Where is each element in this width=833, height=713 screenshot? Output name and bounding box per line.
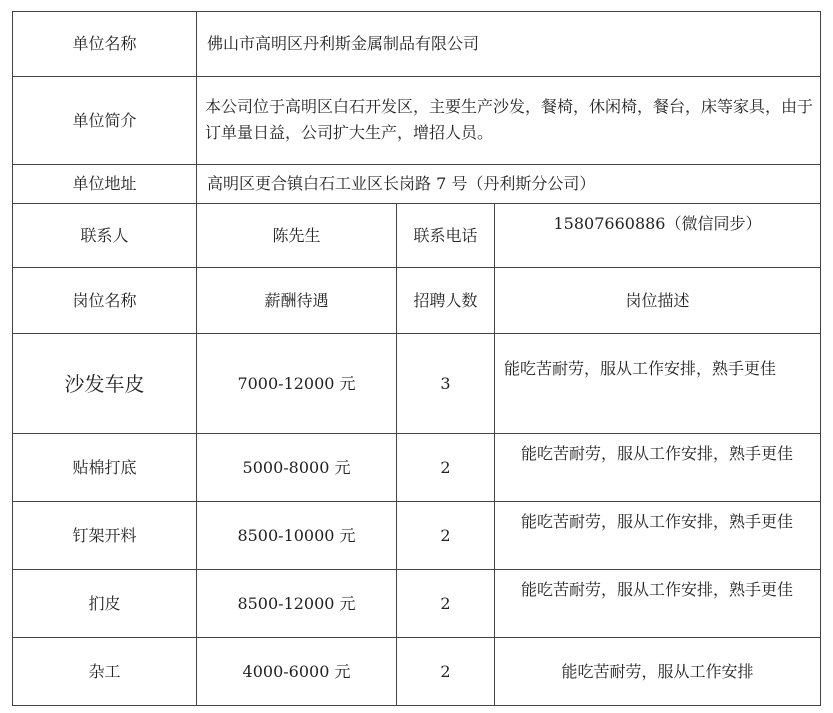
grid-line [12,705,821,706]
job-salary: 8500-10000 元 [237,525,356,545]
job-position: 杂工 [88,661,121,681]
job-description: 能吃苦耐劳，服从工作安排 [561,661,754,681]
company-name: 佛山市高明区丹利斯金属制品有限公司 [207,34,480,53]
company-address-label: 单位地址 [72,174,137,193]
company-address: 高明区更合镇白石工业区长岗路 7 号（丹利斯分公司） [207,174,596,193]
header-count: 招聘人数 [413,290,478,310]
job-description: 能吃苦耐劳，服从工作安排，熟手更佳 [520,444,793,463]
job-position: 扪皮 [88,593,121,613]
header-salary: 薪酬待遇 [264,290,329,310]
job-position: 贴棉打底 [72,457,137,477]
company-intro: 本公司位于高明区白石开发区，主要生产沙发，餐椅，休闲椅，餐台，床等家具，由于订单量日益，公司扩大生产，增招人员。 [205,97,814,142]
phone-number: 15807660886（微信同步） [553,214,762,233]
company-intro-label: 单位简介 [72,110,137,130]
job-position: 沙发车皮 [64,371,145,396]
job-position: 钉架开料 [72,525,137,545]
job-salary: 8500-12000 元 [237,593,356,613]
job-description: 能吃苦耐劳，服从工作安排，熟手更佳 [504,359,777,378]
job-count: 2 [440,525,451,545]
contact-person: 陈先生 [272,225,321,245]
job-count: 2 [440,661,451,681]
job-count: 2 [440,593,451,613]
job-count: 2 [440,457,451,477]
header-description: 岗位描述 [625,290,690,310]
job-salary: 4000-6000 元 [242,661,351,681]
job-count: 3 [440,373,451,393]
header-position: 岗位名称 [72,290,137,310]
job-salary: 5000-8000 元 [242,457,351,477]
job-salary: 7000-12000 元 [237,373,356,393]
job-description: 能吃苦耐劳，服从工作安排，熟手更佳 [520,580,793,599]
job-description: 能吃苦耐劳，服从工作安排，熟手更佳 [520,512,793,531]
phone-label: 联系电话 [413,225,478,245]
grid-line [820,11,821,706]
contact-label: 联系人 [80,225,129,245]
company-name-label: 单位名称 [72,34,137,53]
